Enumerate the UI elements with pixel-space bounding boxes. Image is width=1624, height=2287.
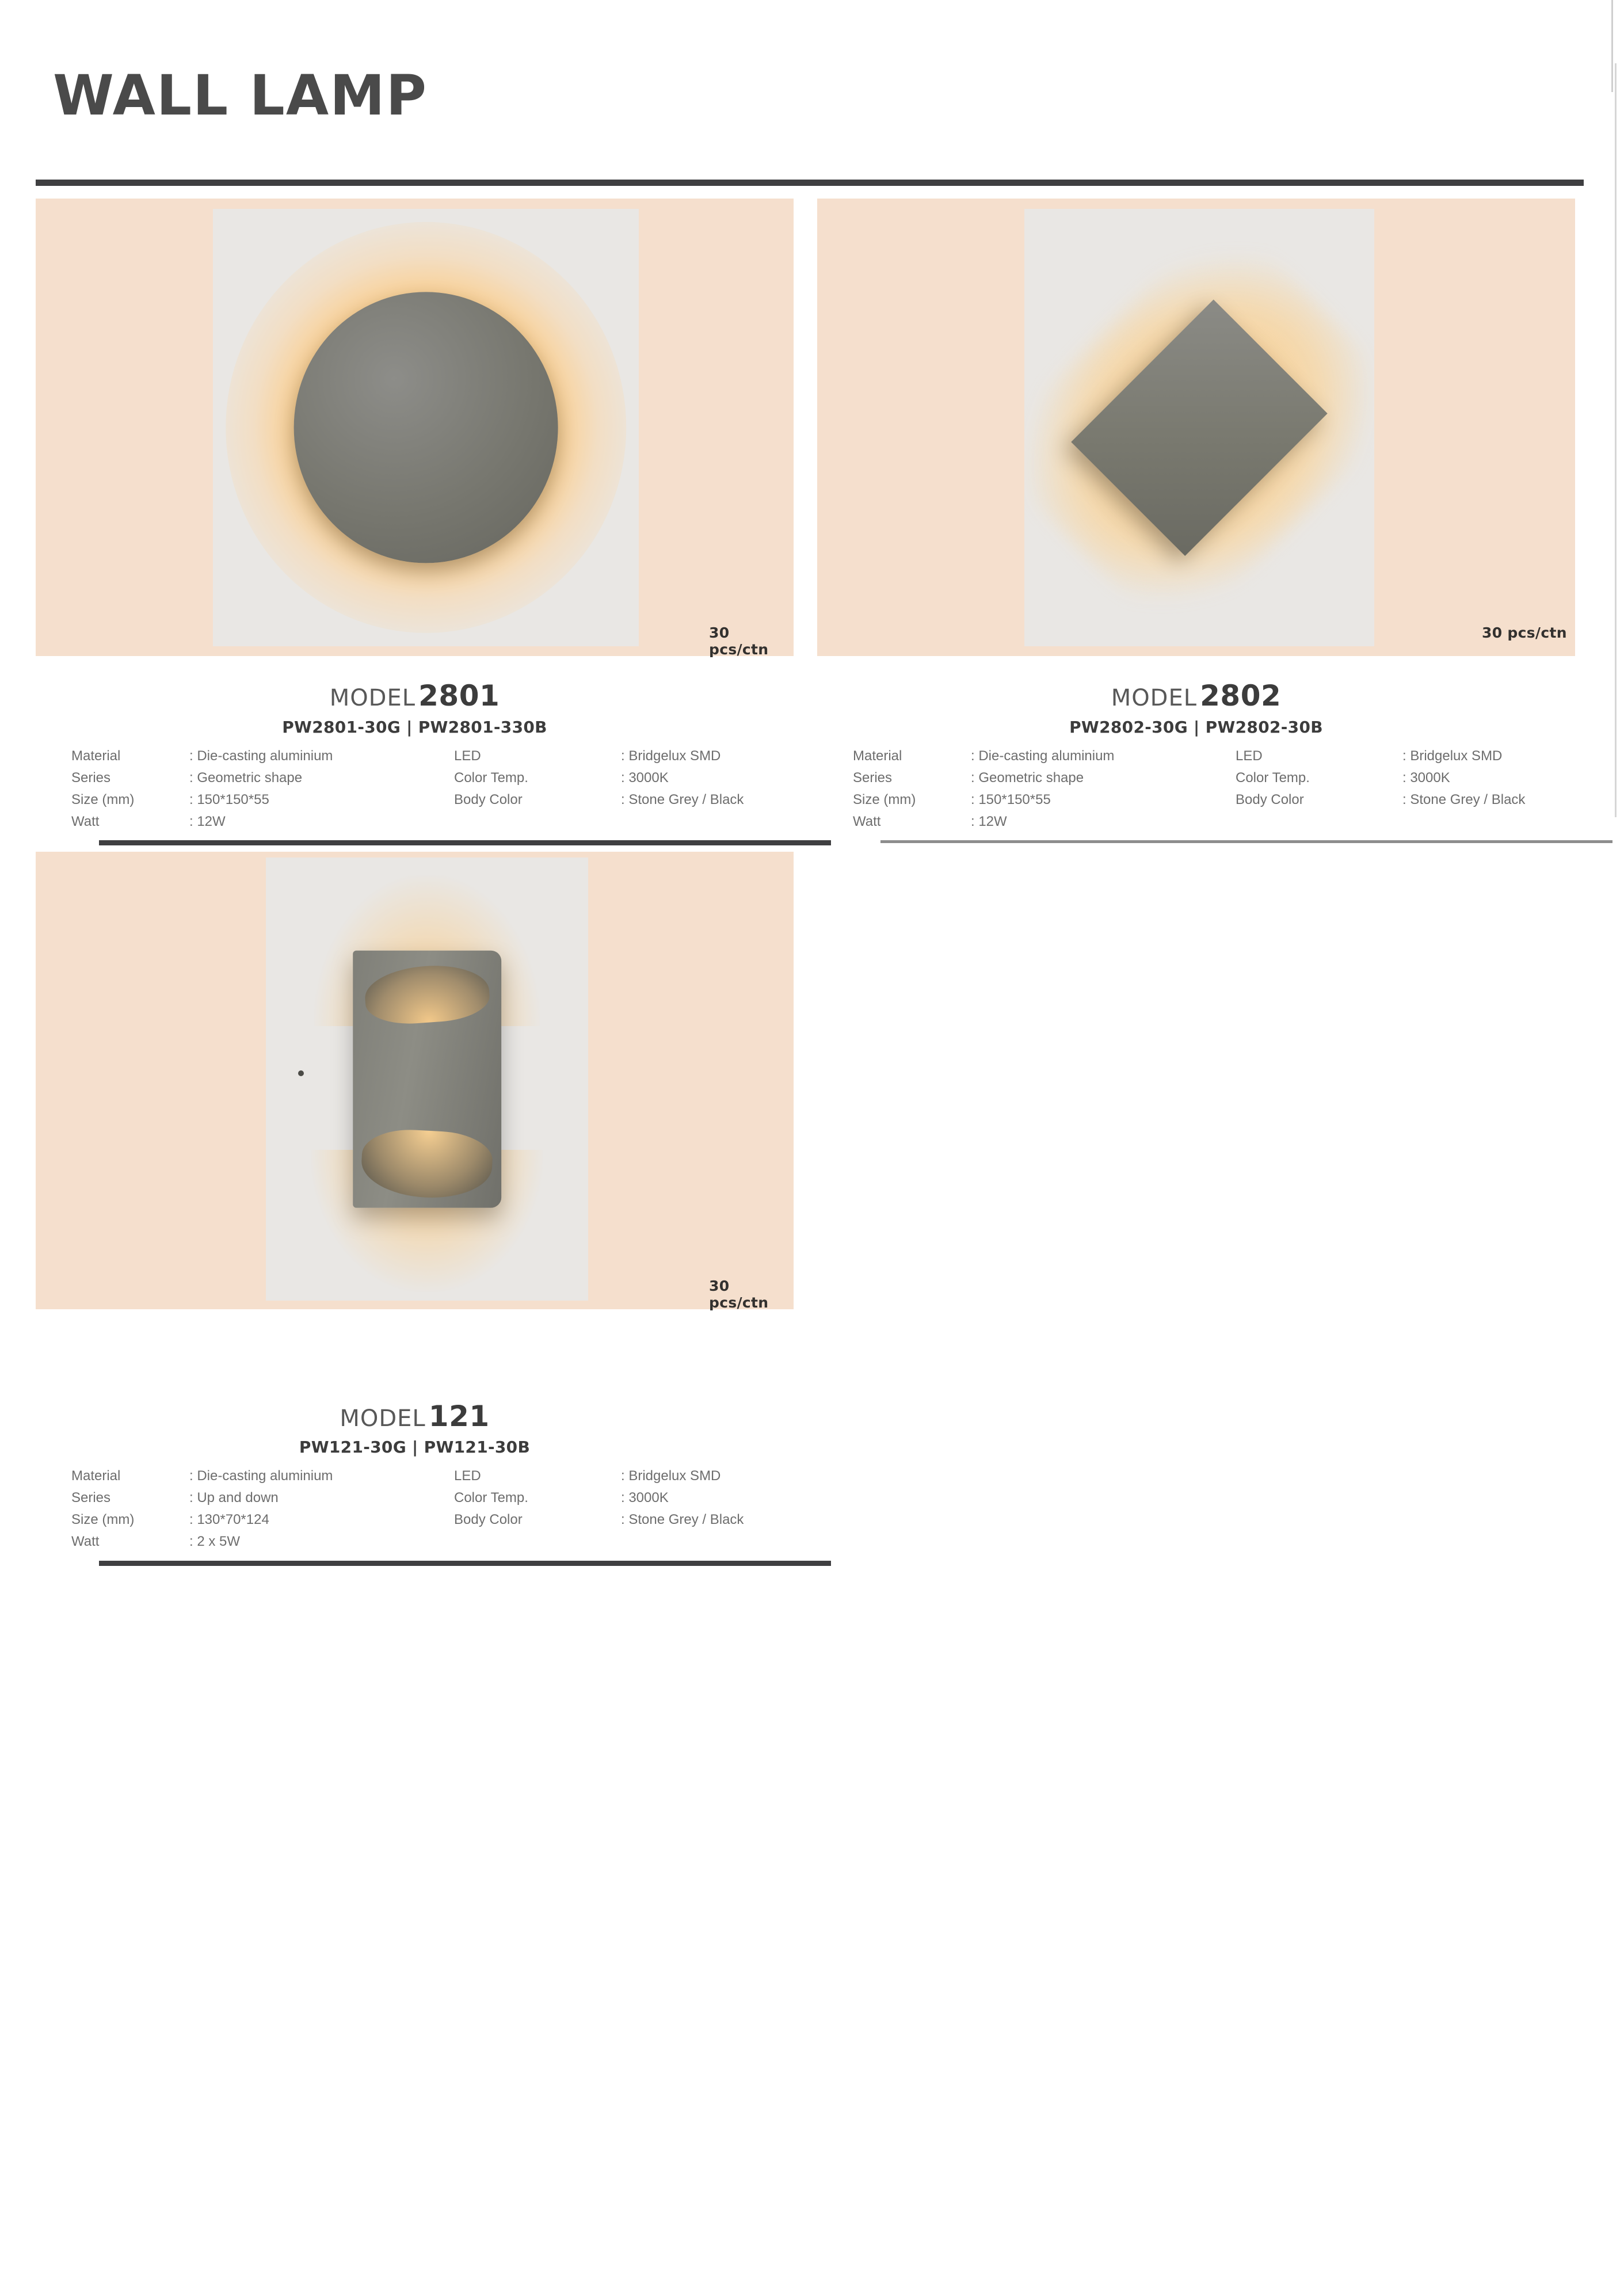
spec-value-series: : Up and down xyxy=(189,1490,279,1505)
spec-label-size: Size (mm) xyxy=(71,1512,135,1527)
product-codes-121: PW121-30G | PW121-30B xyxy=(299,1438,531,1457)
spec-value-series: : Geometric shape xyxy=(189,770,303,786)
model-heading-121 xyxy=(36,1400,794,1433)
product-card-121 xyxy=(36,852,794,1549)
model-number-2801: 2801 xyxy=(418,679,500,712)
spec-value-led: : Bridgelux SMD xyxy=(621,748,721,764)
model-word-121: MODEL xyxy=(340,1405,426,1432)
spec-value-material: : Die-casting aluminium xyxy=(189,1468,333,1484)
spec-table-121 xyxy=(71,1465,785,1553)
spec-label-size: Size (mm) xyxy=(71,792,135,807)
product-image-2802 xyxy=(1024,209,1374,646)
spec-table-2801 xyxy=(71,745,785,833)
page-edge-rule-side xyxy=(1615,63,1617,817)
spec-value-size: : 130*70*124 xyxy=(189,1512,269,1527)
spec-row-material xyxy=(853,745,1566,767)
round-lamp-body xyxy=(294,292,558,563)
card-bottom-rule-2801 xyxy=(99,840,831,845)
spec-label-body-color: Body Color xyxy=(1236,792,1304,807)
lamp-lower-aperture xyxy=(360,1127,494,1200)
lamp-screw xyxy=(298,1070,304,1076)
spec-row-size xyxy=(853,789,1566,811)
packing-label-2801: 30 pcs/ctn xyxy=(709,624,769,658)
spec-label-watt: Watt xyxy=(71,814,100,829)
model-word-2802: MODEL xyxy=(1111,685,1198,711)
product-card-2802 xyxy=(817,199,1575,834)
spec-value-material: : Die-casting aluminium xyxy=(189,748,333,764)
spec-value-watt: : 12W xyxy=(189,814,226,829)
packing-label-2802: 30 pcs/ctn xyxy=(1482,624,1567,641)
spec-label-watt: Watt xyxy=(71,1534,100,1549)
spec-label-series: Series xyxy=(71,770,111,786)
spec-row-material xyxy=(71,745,785,767)
spec-value-led: : Bridgelux SMD xyxy=(621,1468,721,1484)
spec-label-body-color: Body Color xyxy=(454,1512,523,1527)
model-number-121: 121 xyxy=(428,1400,490,1433)
spec-value-led: : Bridgelux SMD xyxy=(1402,748,1503,764)
spec-table-2802 xyxy=(853,745,1566,833)
model-word-2801: MODEL xyxy=(329,685,416,711)
packing-label-121: 30 pcs/ctn xyxy=(709,1278,769,1311)
card-bottom-rule-2802 xyxy=(880,840,1612,843)
spec-row-watt xyxy=(853,811,1566,833)
spec-value-color-temp: : 3000K xyxy=(621,770,669,786)
spec-label-body-color: Body Color xyxy=(454,792,523,807)
model-row-2802 xyxy=(817,679,1575,712)
page-edge-rule-top xyxy=(1611,0,1613,92)
spec-row-size xyxy=(71,1509,785,1531)
spec-label-led: LED xyxy=(454,1468,481,1484)
model-number-2802: 2802 xyxy=(1200,679,1282,712)
spec-row-size xyxy=(71,789,785,811)
product-image-2801 xyxy=(213,209,639,646)
spec-label-material: Material xyxy=(853,748,902,764)
spec-value-watt: : 12W xyxy=(971,814,1007,829)
spec-label-series: Series xyxy=(71,1490,111,1505)
spec-row-watt xyxy=(71,1531,785,1553)
spec-value-material: : Die-casting aluminium xyxy=(971,748,1115,764)
card-bottom-rule-121 xyxy=(99,1561,831,1566)
title-divider xyxy=(36,180,1584,186)
spec-label-watt: Watt xyxy=(853,814,881,829)
spec-value-series: : Geometric shape xyxy=(971,770,1084,786)
product-codes-2802: PW2802-30G | PW2802-30B xyxy=(1069,718,1323,737)
spec-label-size: Size (mm) xyxy=(853,792,916,807)
product-codes-2801: PW2801-30G | PW2801-330B xyxy=(282,718,547,737)
updown-lamp-body xyxy=(353,951,501,1208)
spec-value-watt: : 2 x 5W xyxy=(189,1534,241,1549)
spec-label-color-temp: Color Temp. xyxy=(454,770,528,786)
spec-value-size: : 150*150*55 xyxy=(189,792,269,807)
spec-label-color-temp: Color Temp. xyxy=(454,1490,528,1505)
spec-value-color-temp: : 3000K xyxy=(621,1490,669,1505)
spec-row-watt xyxy=(71,811,785,833)
product-card-2801 xyxy=(36,199,794,834)
spec-label-led: LED xyxy=(1236,748,1263,764)
spec-label-color-temp: Color Temp. xyxy=(1236,770,1310,786)
spec-value-color-temp: : 3000K xyxy=(1402,770,1450,786)
spec-value-body-color: : Stone Grey / Black xyxy=(1402,792,1526,807)
spec-label-led: LED xyxy=(454,748,481,764)
spec-row-series xyxy=(71,1487,785,1509)
spec-value-body-color: : Stone Grey / Black xyxy=(621,1512,744,1527)
spec-row-series xyxy=(853,767,1566,789)
spec-row-material xyxy=(71,1465,785,1487)
spec-label-material: Material xyxy=(71,748,121,764)
spec-label-material: Material xyxy=(71,1468,121,1484)
spec-label-series: Series xyxy=(853,770,893,786)
spec-value-body-color: : Stone Grey / Black xyxy=(621,792,744,807)
spec-row-series xyxy=(71,767,785,789)
model-row-2801 xyxy=(36,679,794,712)
spec-value-size: : 150*150*55 xyxy=(971,792,1051,807)
page-title: WALL LAMP xyxy=(53,63,428,128)
lamp-upper-aperture xyxy=(363,962,491,1027)
product-image-121 xyxy=(266,857,588,1301)
